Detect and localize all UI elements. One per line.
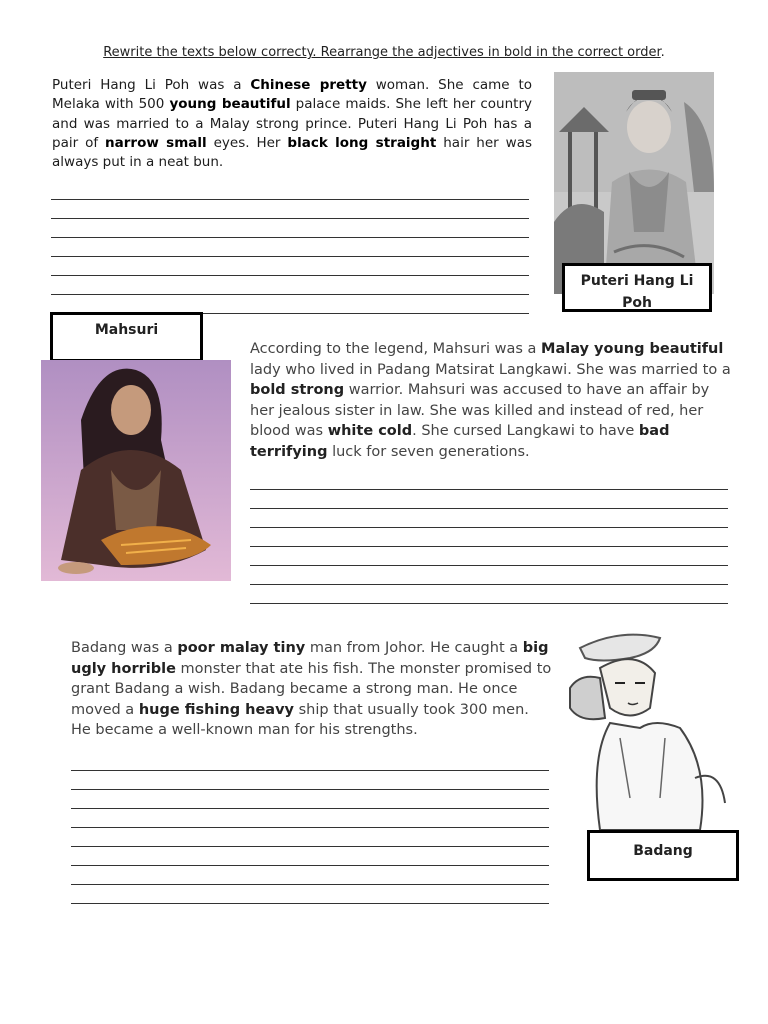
answer-line[interactable]	[51, 257, 529, 276]
answer-line[interactable]	[250, 566, 728, 585]
bold-adjectives: white cold	[327, 423, 413, 439]
answer-line[interactable]	[51, 276, 529, 295]
text-segment: eyes. Her	[206, 134, 288, 151]
answer-line[interactable]	[71, 753, 549, 771]
puteri-caption: Puteri Hang Li Poh	[562, 263, 712, 312]
answer-line[interactable]	[250, 585, 728, 604]
bold-adjectives: huge fishing heavy	[138, 701, 294, 718]
text-segment: Badang was a	[71, 640, 178, 656]
answer-line[interactable]	[71, 847, 549, 866]
answer-line-short[interactable]	[71, 903, 265, 904]
bold-adjectives: Chinese pretty	[250, 77, 367, 93]
text-segment: warrior. Mahsuri was accused to have an affair by her jealous sister in law. She was killed and instead of red, her blood was	[250, 382, 710, 439]
badang-paragraph	[71, 638, 553, 741]
bold-adjectives: big ugly horrible	[71, 640, 549, 677]
text-segment: monster that ate his fish. The monster promised to grant Badang a wish. Badang became a strong man. He once moved a	[71, 660, 552, 718]
answer-line[interactable]	[51, 219, 529, 238]
answer-lines-3[interactable]	[71, 753, 549, 904]
text-segment: . She cursed Langkawi to have	[412, 423, 639, 439]
answer-line[interactable]	[71, 809, 549, 828]
puteri-paragraph	[52, 76, 532, 172]
text-segment: woman. She came to Melaka with 500	[52, 77, 532, 113]
mahsuri-caption: Mahsuri	[50, 312, 203, 362]
answer-lines-2[interactable]	[250, 472, 728, 604]
badang-image	[560, 628, 730, 830]
answer-line[interactable]	[250, 528, 728, 547]
bold-adjectives: narrow small	[105, 134, 207, 151]
bold-adjectives: young beautiful	[169, 96, 291, 113]
bold-adjectives: Malay young beautiful	[541, 341, 724, 357]
answer-line[interactable]	[51, 200, 529, 219]
bold-adjectives: bold strong	[250, 382, 345, 398]
answer-line[interactable]	[71, 885, 549, 904]
answer-line[interactable]	[250, 547, 728, 566]
text-segment: palace maids. She left her country and was married to a Malay strong prince. Puteri Hang Li Poh has a pair of	[52, 96, 532, 151]
text-segment: hair her was always put in a neat bun.	[52, 134, 533, 171]
answer-line[interactable]	[51, 238, 529, 257]
answer-line[interactable]	[71, 828, 549, 847]
answer-line[interactable]	[71, 771, 549, 790]
answer-line[interactable]	[51, 182, 529, 200]
text-segment: Puteri Hang Li Poh was a	[52, 77, 251, 93]
answer-line[interactable]	[250, 509, 728, 528]
answer-lines-1[interactable]	[51, 182, 529, 314]
answer-line[interactable]	[250, 472, 728, 490]
answer-line[interactable]	[250, 490, 728, 509]
bold-adjectives: black long straight	[287, 134, 437, 151]
mahsuri-paragraph	[250, 339, 732, 462]
mahsuri-image	[41, 360, 231, 581]
bold-adjectives: poor malay tiny	[177, 640, 306, 656]
bold-adjectives: bad terrifying	[250, 423, 670, 460]
answer-line[interactable]	[71, 866, 549, 885]
text-segment: According to the legend, Mahsuri was a	[250, 341, 542, 357]
text-segment: ship that usually took 300 men. He became a well-known man for his strengths.	[71, 701, 529, 738]
answer-line[interactable]	[71, 790, 549, 809]
badang-caption: Badang	[587, 830, 739, 881]
instruction-heading: Rewrite the texts below correcty. Rearrange the adjectives in bold in the correct order.	[103, 45, 665, 60]
text-segment: man from Johor. He caught a	[305, 640, 523, 656]
text-segment: lady who lived in Padang Matsirat Langkawi. She was married to a	[250, 361, 731, 378]
puteri-hang-li-poh-image	[554, 72, 714, 294]
text-segment: luck for seven generations.	[327, 443, 530, 460]
